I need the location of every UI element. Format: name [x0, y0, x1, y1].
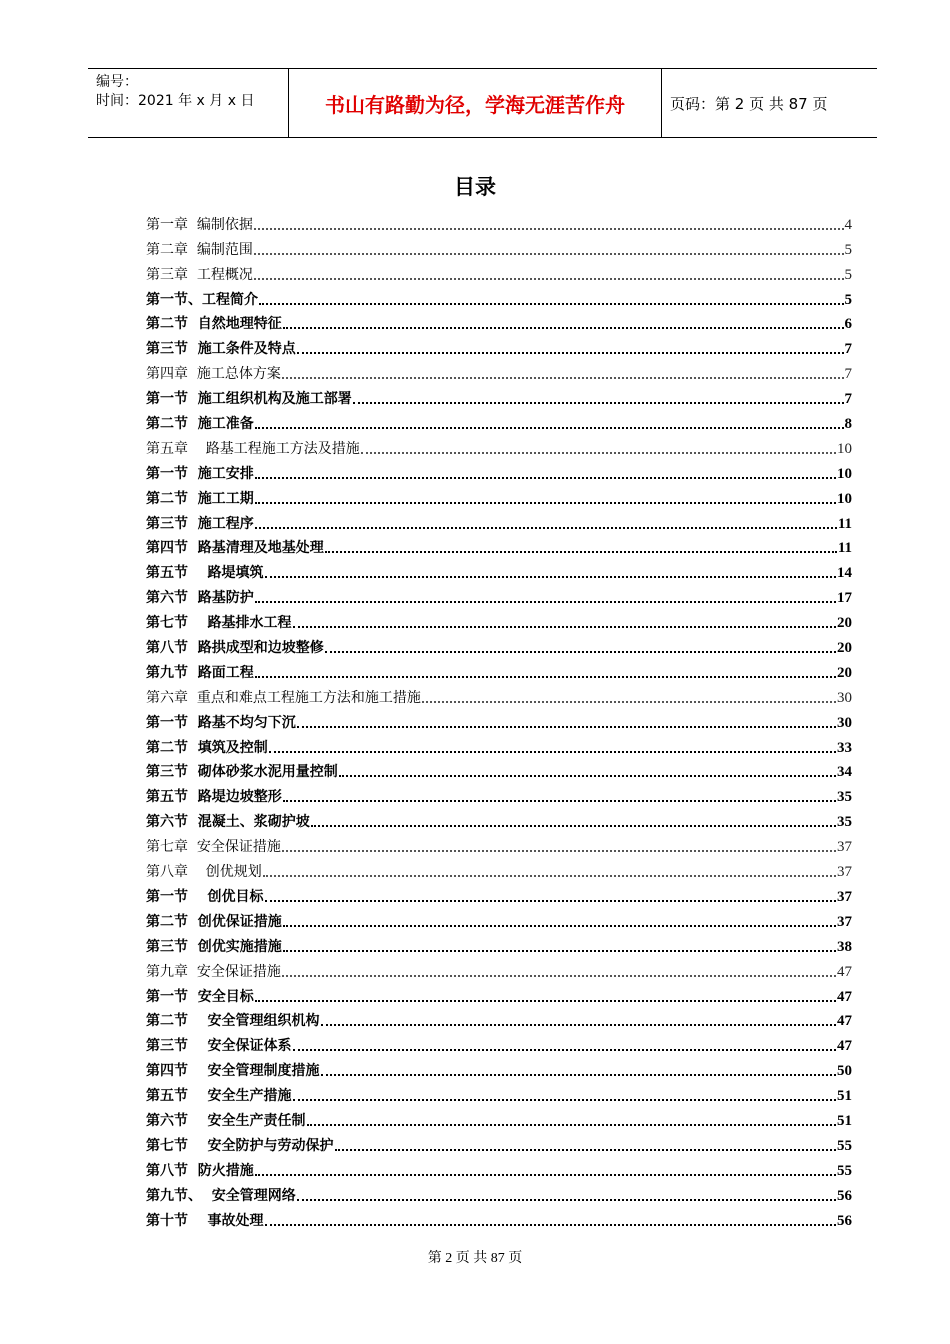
toc-entry-page: 10	[837, 490, 852, 507]
toc-entry[interactable]	[146, 508, 852, 533]
table-of-contents	[146, 209, 852, 1230]
toc-entry-page: 37	[837, 888, 852, 905]
toc-entry-page: 7	[844, 366, 852, 383]
toc-entry-label: 第五章 路基工程施工方法及措施	[146, 440, 360, 457]
toc-entry[interactable]	[146, 408, 852, 433]
toc-entry-label: 第三章 工程概况	[146, 266, 253, 283]
toc-entry[interactable]	[146, 607, 852, 632]
toc-entry-page: 37	[837, 864, 852, 881]
toc-leader-dots	[255, 526, 837, 529]
toc-entry-page: 30	[837, 714, 852, 731]
toc-entry-label: 第八章 创优规划	[146, 864, 262, 881]
toc-entry[interactable]	[146, 582, 852, 607]
toc-leader-dots	[282, 974, 836, 977]
toc-entry-page: 6	[844, 316, 852, 333]
toc-entry-page: 4	[844, 216, 852, 233]
toc-entry-page: 10	[837, 440, 852, 457]
toc-entry[interactable]	[146, 781, 852, 806]
toc-leader-dots	[255, 501, 836, 504]
toc-entry-label: 第二节 填筑及控制	[146, 739, 268, 756]
toc-entry-label: 第八节 路拱成型和边坡整修	[146, 640, 324, 657]
toc-entry-label: 第六节 路基防护	[146, 590, 254, 607]
header-divider	[661, 69, 662, 137]
toc-entry[interactable]	[146, 981, 852, 1006]
toc-leader-dots	[265, 1223, 837, 1226]
toc-entry-label: 第一章 编制依据	[146, 216, 253, 233]
toc-entry-page: 5	[844, 266, 852, 283]
header-page-info: 页码：第 2 页 共 87 页	[670, 94, 828, 113]
toc-entry[interactable]	[146, 831, 852, 856]
toc-entry[interactable]	[146, 881, 852, 906]
toc-entry-label: 第四节 安全管理制度措施	[146, 1063, 320, 1080]
toc-leader-dots	[353, 401, 844, 404]
toc-entry-page: 34	[837, 764, 852, 781]
toc-entry[interactable]	[146, 1205, 852, 1230]
toc-leader-dots	[361, 451, 836, 454]
toc-leader-dots	[283, 326, 844, 329]
toc-entry-label: 第四节 路基清理及地基处理	[146, 540, 324, 557]
toc-entry[interactable]	[146, 1105, 852, 1130]
toc-leader-dots	[321, 1073, 837, 1076]
toc-entry-page: 37	[837, 913, 852, 930]
toc-leader-dots	[255, 476, 836, 479]
toc-entry-label: 第九章 安全保证措施	[146, 963, 281, 980]
toc-entry[interactable]	[146, 284, 852, 309]
toc-leader-dots	[254, 227, 844, 230]
toc-entry[interactable]	[146, 632, 852, 657]
toc-entry-page: 56	[837, 1212, 852, 1229]
toc-entry[interactable]	[146, 483, 852, 508]
time-label: 时间：2021 年 x 月 x 日	[96, 93, 255, 109]
toc-entry-page: 47	[837, 1013, 852, 1030]
toc-leader-dots	[265, 899, 837, 902]
toc-entry-label: 第六节 安全生产责任制	[146, 1112, 306, 1129]
toc-leader-dots	[297, 725, 836, 728]
toc-entry-page: 5	[844, 291, 852, 308]
toc-entry-page: 50	[837, 1063, 852, 1080]
toc-entry-label: 第六节 混凝土、浆砌护坡	[146, 814, 310, 831]
toc-leader-dots	[325, 650, 836, 653]
toc-entry-page: 30	[837, 689, 852, 706]
toc-entry-label: 第七节 安全防护与劳动保护	[146, 1137, 334, 1154]
toc-entry-page: 47	[837, 1038, 852, 1055]
toc-leader-dots	[307, 1123, 837, 1126]
toc-entry-label: 第五节 安全生产措施	[146, 1088, 292, 1105]
toc-entry-page: 11	[837, 540, 852, 557]
toc-entry-label: 第七章 安全保证措施	[146, 839, 281, 856]
toc-leader-dots	[263, 874, 836, 877]
toc-entry-label: 第八节 防火措施	[146, 1162, 254, 1179]
toc-entry-page: 20	[837, 615, 852, 632]
toc-entry-page: 14	[837, 565, 852, 582]
toc-entry[interactable]	[146, 1030, 852, 1055]
toc-leader-dots	[255, 999, 836, 1002]
toc-leader-dots	[339, 774, 836, 777]
toc-leader-dots	[297, 1198, 836, 1201]
toc-entry-page: 8	[844, 416, 852, 433]
toc-entry[interactable]	[146, 383, 852, 408]
toc-entry-page: 56	[837, 1187, 852, 1204]
toc-entry-page: 35	[837, 789, 852, 806]
toc-entry-page: 20	[837, 664, 852, 681]
toc-leader-dots	[422, 700, 836, 703]
toc-entry-label: 第九节、 安全管理网络	[146, 1187, 296, 1204]
toc-entry-label: 第二章 编制范围	[146, 241, 253, 258]
toc-entry-page: 33	[837, 739, 852, 756]
toc-entry[interactable]	[146, 1055, 852, 1080]
toc-entry-label: 第四章 施工总体方案	[146, 366, 281, 383]
toc-entry-page: 7	[844, 391, 852, 408]
toc-leader-dots	[255, 675, 836, 678]
toc-entry-label: 第二节 自然地理特征	[146, 316, 282, 333]
toc-leader-dots	[254, 277, 844, 280]
toc-entry-page: 10	[837, 465, 852, 482]
toc-entry[interactable]	[146, 757, 852, 782]
toc-entry-label: 第二节 施工准备	[146, 416, 254, 433]
toc-entry[interactable]	[146, 533, 852, 558]
toc-leader-dots	[255, 1173, 836, 1176]
toc-entry-page: 11	[837, 515, 852, 532]
toc-leader-dots	[255, 426, 844, 429]
toc-entry-label: 第三节 创优实施措施	[146, 938, 282, 955]
toc-leader-dots	[265, 575, 837, 578]
toc-entry-label: 第二节 安全管理组织机构	[146, 1013, 320, 1030]
toc-entry[interactable]	[146, 209, 852, 234]
toc-entry[interactable]	[146, 309, 852, 334]
toc-leader-dots	[325, 550, 837, 553]
toc-entry[interactable]	[146, 458, 852, 483]
toc-entry[interactable]	[146, 1155, 852, 1180]
toc-leader-dots	[311, 824, 836, 827]
toc-leader-dots	[335, 1148, 837, 1151]
toc-entry-label: 第九节 路面工程	[146, 664, 254, 681]
toc-entry-page: 5	[844, 241, 852, 258]
header-meta	[88, 69, 288, 137]
toc-entry[interactable]	[146, 956, 852, 981]
toc-entry[interactable]	[146, 358, 852, 383]
toc-entry-label: 第三节 施工条件及特点	[146, 341, 296, 358]
toc-leader-dots	[293, 1098, 837, 1101]
toc-entry-label: 第一节 施工组织机构及施工部署	[146, 391, 352, 408]
toc-entry[interactable]	[146, 856, 852, 881]
toc-entry[interactable]	[146, 732, 852, 757]
toc-entry-page: 17	[837, 590, 852, 607]
toc-leader-dots	[255, 600, 836, 603]
toc-entry[interactable]	[146, 682, 852, 707]
page-header	[88, 68, 877, 138]
toc-entry-page: 47	[837, 963, 852, 980]
toc-entry-label: 第六章 重点和难点工程施工方法和施工措施	[146, 689, 421, 706]
number-label: 编号：	[96, 74, 138, 90]
toc-entry-label: 第五节 路堤填筑	[146, 565, 264, 582]
toc-leader-dots	[293, 625, 837, 628]
toc-entry-page: 7	[844, 341, 852, 358]
toc-entry-label: 第三节 砌体砂浆水泥用量控制	[146, 764, 338, 781]
toc-entry[interactable]	[146, 1130, 852, 1155]
toc-entry[interactable]	[146, 557, 852, 582]
toc-entry-page: 51	[837, 1112, 852, 1129]
toc-entry-label: 第一节 安全目标	[146, 988, 254, 1005]
toc-entry-label: 第七节 路基排水工程	[146, 615, 292, 632]
toc-entry-page: 55	[837, 1137, 852, 1154]
toc-entry[interactable]	[146, 806, 852, 831]
toc-leader-dots	[254, 252, 844, 255]
toc-entry-label: 第一节、工程简介	[146, 291, 258, 308]
toc-entry[interactable]	[146, 333, 852, 358]
toc-entry-page: 37	[837, 839, 852, 856]
toc-entry-page: 35	[837, 814, 852, 831]
page-footer: 第 2 页 共 87 页	[427, 1251, 523, 1266]
toc-entry-label: 第二节 创优保证措施	[146, 913, 282, 930]
toc-entry[interactable]	[146, 906, 852, 931]
toc-entry[interactable]	[146, 1180, 852, 1205]
toc-leader-dots	[283, 799, 836, 802]
toc-title: 目录	[454, 175, 496, 199]
toc-entry-label: 第三节 安全保证体系	[146, 1038, 292, 1055]
toc-entry-page: 20	[837, 640, 852, 657]
toc-entry[interactable]	[146, 931, 852, 956]
toc-leader-dots	[283, 924, 836, 927]
toc-leader-dots	[283, 949, 836, 952]
toc-entry-page: 55	[837, 1162, 852, 1179]
toc-entry-label: 第五节 路堤边坡整形	[146, 789, 282, 806]
header-motto: 书山有路勤为径，学海无涯苦作舟	[325, 92, 625, 117]
toc-entry[interactable]	[146, 657, 852, 682]
toc-entry-label: 第三节 施工程序	[146, 515, 254, 532]
toc-entry-label: 第十节 事故处理	[146, 1212, 264, 1229]
toc-entry[interactable]	[146, 707, 852, 732]
toc-leader-dots	[282, 376, 844, 379]
toc-entry-label: 第一节 施工安排	[146, 465, 254, 482]
toc-leader-dots	[297, 351, 844, 354]
toc-leader-dots	[259, 302, 844, 305]
toc-entry-page: 47	[837, 988, 852, 1005]
toc-entry[interactable]	[146, 259, 852, 284]
toc-leader-dots	[282, 849, 836, 852]
toc-entry[interactable]	[146, 234, 852, 259]
toc-entry-page: 51	[837, 1088, 852, 1105]
toc-entry-label: 第二节 施工工期	[146, 490, 254, 507]
toc-entry[interactable]	[146, 1006, 852, 1031]
toc-leader-dots	[321, 1023, 837, 1026]
toc-entry-label: 第一节 创优目标	[146, 888, 264, 905]
toc-entry[interactable]	[146, 433, 852, 458]
toc-entry-label: 第一节 路基不均匀下沉	[146, 714, 296, 731]
toc-entry[interactable]	[146, 1080, 852, 1105]
toc-entry-page: 38	[837, 938, 852, 955]
toc-leader-dots	[269, 750, 836, 753]
toc-leader-dots	[293, 1048, 837, 1051]
